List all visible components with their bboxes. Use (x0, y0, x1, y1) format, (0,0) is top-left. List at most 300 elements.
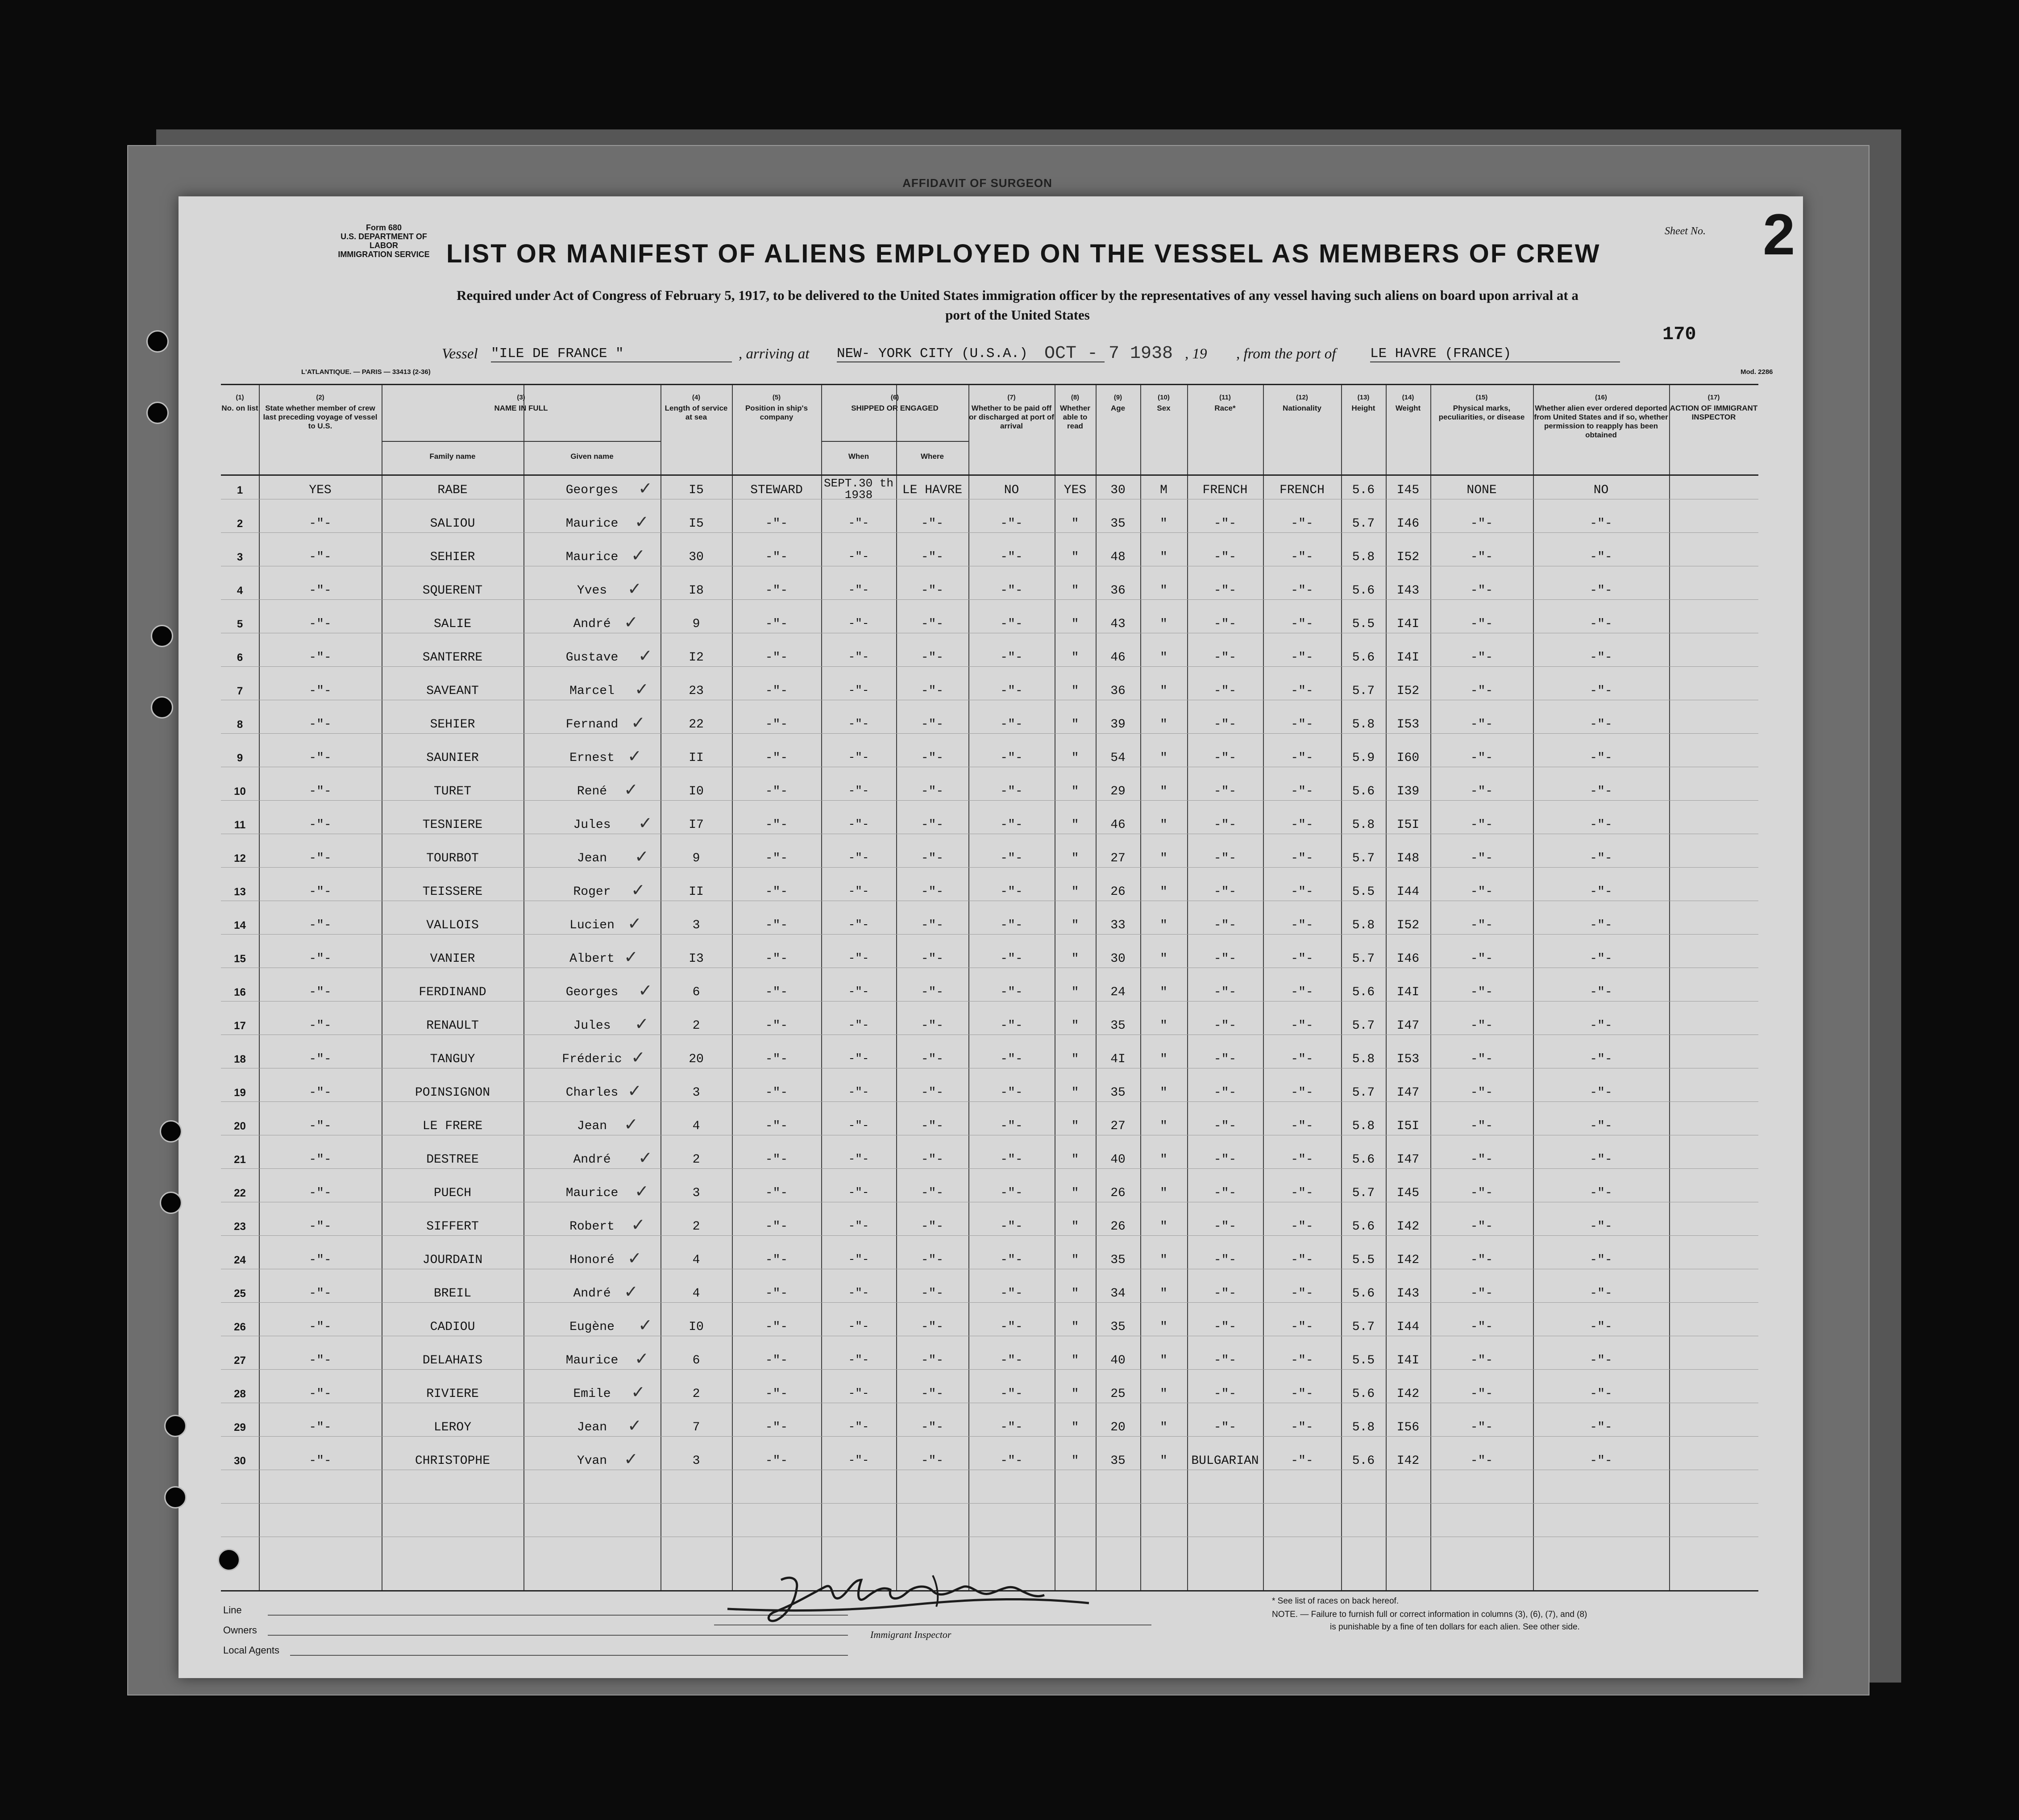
cell-where: -"- (921, 718, 944, 731)
cell-race: -"- (1213, 1320, 1237, 1334)
cell-position: -"- (765, 1253, 788, 1267)
punch-hole (160, 1120, 182, 1143)
cell-position: -"- (765, 1320, 788, 1334)
cell-where: -"- (921, 1052, 944, 1066)
cell-when: -"- (848, 1353, 869, 1367)
column-number: (9) (1113, 394, 1122, 401)
cell-race: -"- (1213, 1052, 1237, 1066)
cell-age: 35 (1110, 1320, 1126, 1334)
cell-read: " (1071, 1153, 1079, 1167)
cell-prev: -"- (309, 818, 332, 832)
cell-read: " (1071, 785, 1079, 798)
cell-height: 5.6 (1352, 1387, 1375, 1401)
cell-prev: -"- (309, 517, 332, 531)
cell-marks: -"- (1470, 1287, 1493, 1301)
cell-position: -"- (765, 1387, 788, 1401)
cell-position: -"- (765, 885, 788, 899)
cell-weight: I46 (1396, 517, 1420, 531)
cell-race: -"- (1213, 952, 1237, 966)
cell-nationality: -"- (1291, 1421, 1313, 1434)
cell-prev: -"- (309, 1387, 332, 1401)
cell-position: -"- (765, 785, 788, 798)
check-mark-icon: ✓ (627, 1081, 642, 1101)
check-mark-icon: ✓ (624, 1282, 638, 1301)
cell-given: Georges (565, 483, 619, 497)
cell-prev: -"- (309, 1454, 332, 1468)
cell-marks: -"- (1470, 1186, 1493, 1200)
cell-service: 3 (692, 918, 700, 932)
check-mark-icon: ✓ (624, 1114, 638, 1134)
cell-prev: -"- (309, 684, 332, 698)
cell-deported: -"- (1590, 684, 1612, 698)
cell-read: " (1071, 818, 1079, 832)
cell-no: 29 (234, 1421, 246, 1434)
owners-rule (268, 1635, 848, 1636)
cell-height: 5.6 (1352, 1220, 1375, 1234)
cell-read: " (1071, 885, 1079, 899)
cell-age: 27 (1110, 852, 1126, 865)
cell-family: TURET (433, 785, 471, 798)
cell-paid: -"- (1000, 718, 1023, 731)
cell-deported: -"- (1590, 1052, 1612, 1066)
cell-deported: -"- (1590, 985, 1612, 999)
cell-nationality: -"- (1291, 1220, 1313, 1234)
cell-read: " (1071, 617, 1079, 631)
cell-paid: -"- (1000, 1387, 1023, 1401)
cell-nationality: -"- (1291, 918, 1313, 932)
column-header (821, 393, 968, 413)
cell-position: -"- (765, 584, 788, 598)
cell-race: -"- (1213, 852, 1237, 865)
cell-where: -"- (921, 550, 944, 564)
cell-read: " (1071, 1454, 1079, 1468)
cell-service: I5 (689, 483, 704, 497)
cell-given: René (577, 785, 607, 798)
cell-prev: -"- (309, 1354, 332, 1367)
cell-sex: " (1160, 885, 1167, 899)
form-number: Form 680 (366, 223, 402, 232)
cell-service: 4 (692, 1253, 700, 1267)
column-label: ACTION OF IMMIGRANT INSPECTOR (1670, 404, 1758, 421)
cell-nationality: -"- (1291, 1454, 1313, 1468)
cell-nationality: -"- (1291, 1052, 1313, 1066)
cell-family: SALIE (433, 617, 471, 631)
cell-height: 5.8 (1352, 550, 1375, 564)
cell-marks: -"- (1470, 617, 1493, 631)
cell-deported: -"- (1590, 1086, 1612, 1100)
cell-marks: -"- (1470, 1019, 1493, 1033)
cell-read: YES (1064, 483, 1087, 497)
cell-when: -"- (848, 1420, 869, 1434)
cell-family: VANIER (430, 952, 475, 966)
cell-paid: -"- (1000, 1119, 1023, 1133)
cell-nationality: -"- (1291, 617, 1313, 631)
cell-prev: -"- (309, 1086, 332, 1100)
cell-age: 26 (1110, 1220, 1126, 1234)
cell-nationality: FRENCH (1280, 483, 1325, 497)
shipped-subrule (821, 441, 968, 442)
cell-paid: -"- (1000, 1153, 1023, 1167)
column-header (221, 393, 259, 413)
cell-given: Jean (577, 852, 607, 865)
cell-marks: -"- (1470, 1320, 1493, 1334)
column-header (1055, 393, 1096, 431)
cell-given: Maurice (565, 1354, 619, 1367)
cell-paid: -"- (1000, 1220, 1023, 1234)
cell-service: I3 (689, 952, 704, 966)
check-mark-icon: ✓ (627, 1416, 642, 1435)
cell-paid: -"- (1000, 885, 1023, 899)
cell-age: 27 (1110, 1119, 1126, 1133)
cell-weight: I42 (1396, 1387, 1420, 1401)
cell-age: 4I (1110, 1052, 1126, 1066)
cell-when: -"- (848, 1286, 869, 1300)
column-label: Position in ship's company (745, 404, 808, 421)
column-label: Whether able to read (1060, 404, 1090, 430)
check-mark-icon: ✓ (638, 478, 652, 498)
cell-race: -"- (1213, 1421, 1237, 1434)
manifest-sheet (179, 196, 1803, 1678)
cell-prev: -"- (309, 718, 332, 731)
cell-height: 5.7 (1352, 1186, 1375, 1200)
cell-height: 5.7 (1352, 952, 1375, 966)
cell-age: 26 (1110, 885, 1126, 899)
column-label: Race* (1214, 404, 1236, 412)
cell-race: -"- (1213, 684, 1237, 698)
cell-paid: -"- (1000, 1253, 1023, 1267)
cell-service: 20 (689, 1052, 704, 1066)
cell-age: 43 (1110, 617, 1126, 631)
cell-service: 3 (692, 1454, 700, 1468)
cell-when: -"- (848, 985, 869, 998)
cell-position: -"- (765, 852, 788, 865)
column-number: (10) (1158, 394, 1170, 401)
page-subtitle (312, 286, 1723, 325)
cell-prev: -"- (309, 550, 332, 564)
cell-where: -"- (921, 517, 944, 531)
cell-nationality: -"- (1291, 952, 1313, 966)
cell-marks: NONE (1466, 483, 1497, 497)
cell-position: -"- (765, 1052, 788, 1066)
column-number: (15) (1475, 394, 1488, 401)
cell-marks: -"- (1470, 1119, 1493, 1133)
cell-deported: -"- (1590, 1119, 1612, 1133)
cell-where: -"- (921, 918, 944, 932)
header-rule (221, 474, 1758, 476)
inspector-signature (723, 1562, 1125, 1629)
cell-service: 7 (692, 1421, 700, 1434)
cell-no: 20 (234, 1120, 246, 1132)
cell-marks: -"- (1470, 1421, 1493, 1434)
cell-given: Ernest (569, 751, 615, 765)
punch-hole (164, 1415, 187, 1437)
cell-weight: I47 (1396, 1019, 1420, 1033)
column-header (1140, 393, 1187, 413)
cell-family: POINSIGNON (415, 1086, 490, 1100)
cell-family: RIVIERE (426, 1387, 479, 1401)
cell-when: -"- (848, 918, 869, 931)
cell-height: 5.8 (1352, 1119, 1375, 1133)
cell-race: -"- (1213, 517, 1237, 531)
cell-when: -"- (848, 1454, 869, 1467)
punch-hole (151, 696, 173, 719)
cell-marks: -"- (1470, 1153, 1493, 1167)
cell-age: 29 (1110, 785, 1126, 798)
cell-no: 27 (234, 1355, 246, 1367)
cell-prev: -"- (309, 584, 332, 598)
cell-read: " (1071, 1052, 1079, 1066)
cell-family: DESTREE (426, 1153, 479, 1167)
cell-deported: -"- (1590, 785, 1612, 798)
cell-marks: -"- (1470, 1387, 1493, 1401)
cell-sex: " (1160, 1052, 1167, 1066)
cell-race: -"- (1213, 617, 1237, 631)
cell-given: Jean (577, 1421, 607, 1434)
cell-weight: I44 (1396, 1320, 1420, 1334)
cell-no: 15 (234, 953, 246, 965)
cell-given: Georges (565, 985, 619, 999)
cell-service: 9 (692, 617, 700, 631)
column-header (1669, 393, 1758, 422)
cell-where: -"- (921, 985, 944, 999)
cell-race: -"- (1213, 1387, 1237, 1401)
cell-weight: I39 (1396, 785, 1420, 798)
header-family-name: Family name (429, 452, 476, 461)
column-label: Nationality (1283, 404, 1321, 412)
cell-prev: -"- (309, 918, 332, 932)
cell-family: SEHIER (430, 550, 475, 564)
cell-given: Marcel (569, 684, 615, 698)
cell-sex: " (1160, 1153, 1167, 1167)
cell-where: LE HAVRE (902, 483, 963, 497)
cell-weight: I43 (1396, 584, 1420, 598)
cell-where: -"- (921, 785, 944, 798)
cell-position: -"- (765, 617, 788, 631)
cell-weight: I43 (1396, 1287, 1420, 1301)
owners-label: Owners (223, 1625, 257, 1636)
column-header (1430, 393, 1533, 422)
cell-weight: I60 (1396, 751, 1420, 765)
cell-when: -"- (848, 1219, 869, 1233)
cell-prev: -"- (309, 617, 332, 631)
cell-service: 6 (692, 985, 700, 999)
cell-family: RENAULT (426, 1019, 479, 1033)
check-mark-icon: ✓ (638, 646, 652, 665)
cell-no: 1 (237, 484, 243, 496)
column-number: (7) (1007, 394, 1016, 401)
cell-weight: I47 (1396, 1153, 1420, 1167)
vessel-line (442, 344, 1825, 366)
cell-position: -"- (765, 651, 788, 665)
column-number: (17) (1707, 394, 1720, 401)
cell-deported: -"- (1590, 818, 1612, 832)
cell-race: -"- (1213, 1220, 1237, 1234)
row-rule (221, 1235, 1758, 1236)
cell-nationality: -"- (1291, 785, 1313, 798)
cell-race: -"- (1213, 1153, 1237, 1167)
row-rule (221, 1168, 1758, 1169)
cell-when: -"- (848, 1052, 869, 1065)
cell-marks: -"- (1470, 584, 1493, 598)
cell-given: Honoré (569, 1253, 615, 1267)
cell-prev: -"- (309, 1320, 332, 1334)
cell-no: 12 (234, 852, 246, 864)
cell-paid: -"- (1000, 550, 1023, 564)
cell-marks: -"- (1470, 918, 1493, 932)
cell-read: " (1071, 852, 1079, 865)
cell-when: -"- (848, 1387, 869, 1400)
cell-where: -"- (921, 885, 944, 899)
cell-prev: -"- (309, 985, 332, 999)
cell-service: I0 (689, 785, 704, 798)
cell-read: " (1071, 1253, 1079, 1267)
form-service: IMMIGRATION SERVICE (338, 250, 430, 259)
cell-paid: -"- (1000, 1454, 1023, 1468)
cell-deported: -"- (1590, 1320, 1612, 1334)
cell-paid: -"- (1000, 1086, 1023, 1100)
cell-age: 48 (1110, 550, 1126, 564)
form-department: U.S. DEPARTMENT OF LABOR (341, 232, 427, 250)
cell-weight: I45 (1396, 1186, 1420, 1200)
footnote-note-2: is punishable by a fine of ten dollars for each alien. See other side. (1330, 1622, 1580, 1632)
cell-no: 21 (234, 1154, 246, 1166)
cell-given: Jean (577, 1119, 607, 1133)
cell-paid: -"- (1000, 1320, 1023, 1334)
cell-no: 17 (234, 1020, 246, 1032)
cell-deported: -"- (1590, 852, 1612, 865)
cell-paid: -"- (1000, 617, 1023, 631)
cell-given: Gustave (565, 651, 619, 665)
cell-family: CADIOU (430, 1320, 475, 1334)
check-mark-icon: ✓ (631, 1215, 645, 1234)
cell-no: 30 (234, 1455, 246, 1467)
cell-given: Jules (573, 1019, 611, 1033)
cell-paid: -"- (1000, 918, 1023, 932)
sheet-label: Sheet No. (1665, 225, 1706, 237)
punch-hole (164, 1486, 187, 1508)
cell-marks: -"- (1470, 751, 1493, 765)
cell-read: " (1071, 918, 1079, 932)
cell-deported: -"- (1590, 550, 1612, 564)
cell-prev: -"- (309, 1220, 332, 1234)
cell-given: Lucien (569, 918, 615, 932)
cell-sex: " (1160, 718, 1167, 731)
cell-age: 34 (1110, 1287, 1126, 1301)
cell-paid: -"- (1000, 785, 1023, 798)
cell-nationality: -"- (1291, 852, 1313, 865)
cell-sex: " (1160, 684, 1167, 698)
cell-age: 36 (1110, 684, 1126, 698)
cell-marks: -"- (1470, 1253, 1493, 1267)
cell-weight: I5I (1396, 1119, 1420, 1133)
column-label: State whether member of crew last preceding voyage of vessel to U.S. (263, 404, 378, 430)
cell-deported: -"- (1590, 617, 1612, 631)
check-mark-icon: ✓ (638, 1148, 652, 1168)
cell-sex: " (1160, 1119, 1167, 1133)
cell-family: SEHIER (430, 718, 475, 731)
cell-service: 2 (692, 1153, 700, 1167)
cell-race: -"- (1213, 1019, 1237, 1033)
cell-sex: " (1160, 1421, 1167, 1434)
cell-service: 4 (692, 1287, 700, 1301)
cell-height: 5.7 (1352, 1019, 1375, 1033)
column-header (1096, 393, 1140, 413)
cell-race: -"- (1213, 584, 1237, 598)
cell-weight: I46 (1396, 952, 1420, 966)
row-rule (221, 1369, 1758, 1370)
cell-height: 5.6 (1352, 785, 1375, 798)
check-mark-icon: ✓ (635, 679, 649, 699)
check-mark-icon: ✓ (627, 1248, 642, 1268)
cell-weight: I56 (1396, 1421, 1420, 1434)
cell-given: André (573, 1287, 611, 1301)
cell-age: 35 (1110, 1019, 1126, 1033)
punch-hole (146, 402, 169, 424)
cell-position: -"- (765, 1119, 788, 1133)
cell-marks: -"- (1470, 1086, 1493, 1100)
column-header (1386, 393, 1430, 413)
cell-read: " (1071, 684, 1079, 698)
column-number: (2) (316, 394, 324, 401)
cell-sex: " (1160, 1287, 1167, 1301)
cell-no: 10 (234, 785, 246, 798)
column-number: (12) (1296, 394, 1308, 401)
manifest-number: 170 (1662, 324, 1696, 345)
cell-given: Charles (565, 1086, 619, 1100)
year-label: , 19 (1185, 346, 1207, 362)
cell-marks: -"- (1470, 1220, 1493, 1234)
cell-family: SIFFERT (426, 1220, 479, 1234)
cell-given: Yves (577, 584, 607, 598)
cell-race: -"- (1213, 985, 1237, 999)
cell-when: SEPT.30 th 1938 (823, 477, 894, 502)
printer-imprint: L'ATLANTIQUE. — PARIS — 33413 (2-36) (301, 368, 431, 376)
cell-race: -"- (1213, 718, 1237, 731)
cell-weight: I52 (1396, 684, 1420, 698)
cell-sex: " (1160, 785, 1167, 798)
cell-where: -"- (921, 651, 944, 665)
cell-when: -"- (848, 885, 869, 898)
cell-position: -"- (765, 684, 788, 698)
check-mark-icon: ✓ (638, 1315, 652, 1335)
cell-read: " (1071, 584, 1079, 598)
cell-weight: I4I (1396, 651, 1420, 665)
column-number: (8) (1071, 394, 1080, 401)
cell-given: Jules (573, 818, 611, 832)
cell-age: 30 (1110, 952, 1126, 966)
row-rule (221, 599, 1758, 600)
cell-prev: -"- (309, 1253, 332, 1267)
header-where: Where (921, 452, 944, 461)
cell-prev: -"- (309, 952, 332, 966)
check-mark-icon: ✓ (638, 813, 652, 833)
cell-given: Emile (573, 1387, 611, 1401)
cell-family: RABE (437, 483, 468, 497)
cell-read: " (1071, 985, 1079, 999)
cell-nationality: -"- (1291, 1320, 1313, 1334)
cell-position: -"- (765, 751, 788, 765)
check-mark-icon: ✓ (635, 1181, 649, 1201)
cell-height: 5.8 (1352, 918, 1375, 932)
cell-where: -"- (921, 818, 944, 832)
cell-weight: I4I (1396, 985, 1420, 999)
cell-weight: I4I (1396, 1354, 1420, 1367)
cell-weight: I53 (1396, 718, 1420, 731)
cell-deported: -"- (1590, 584, 1612, 598)
column-label: Physical marks, peculiarities, or disease (1438, 404, 1525, 421)
column-number: (1) (236, 394, 244, 401)
column-number: (4) (692, 394, 701, 401)
